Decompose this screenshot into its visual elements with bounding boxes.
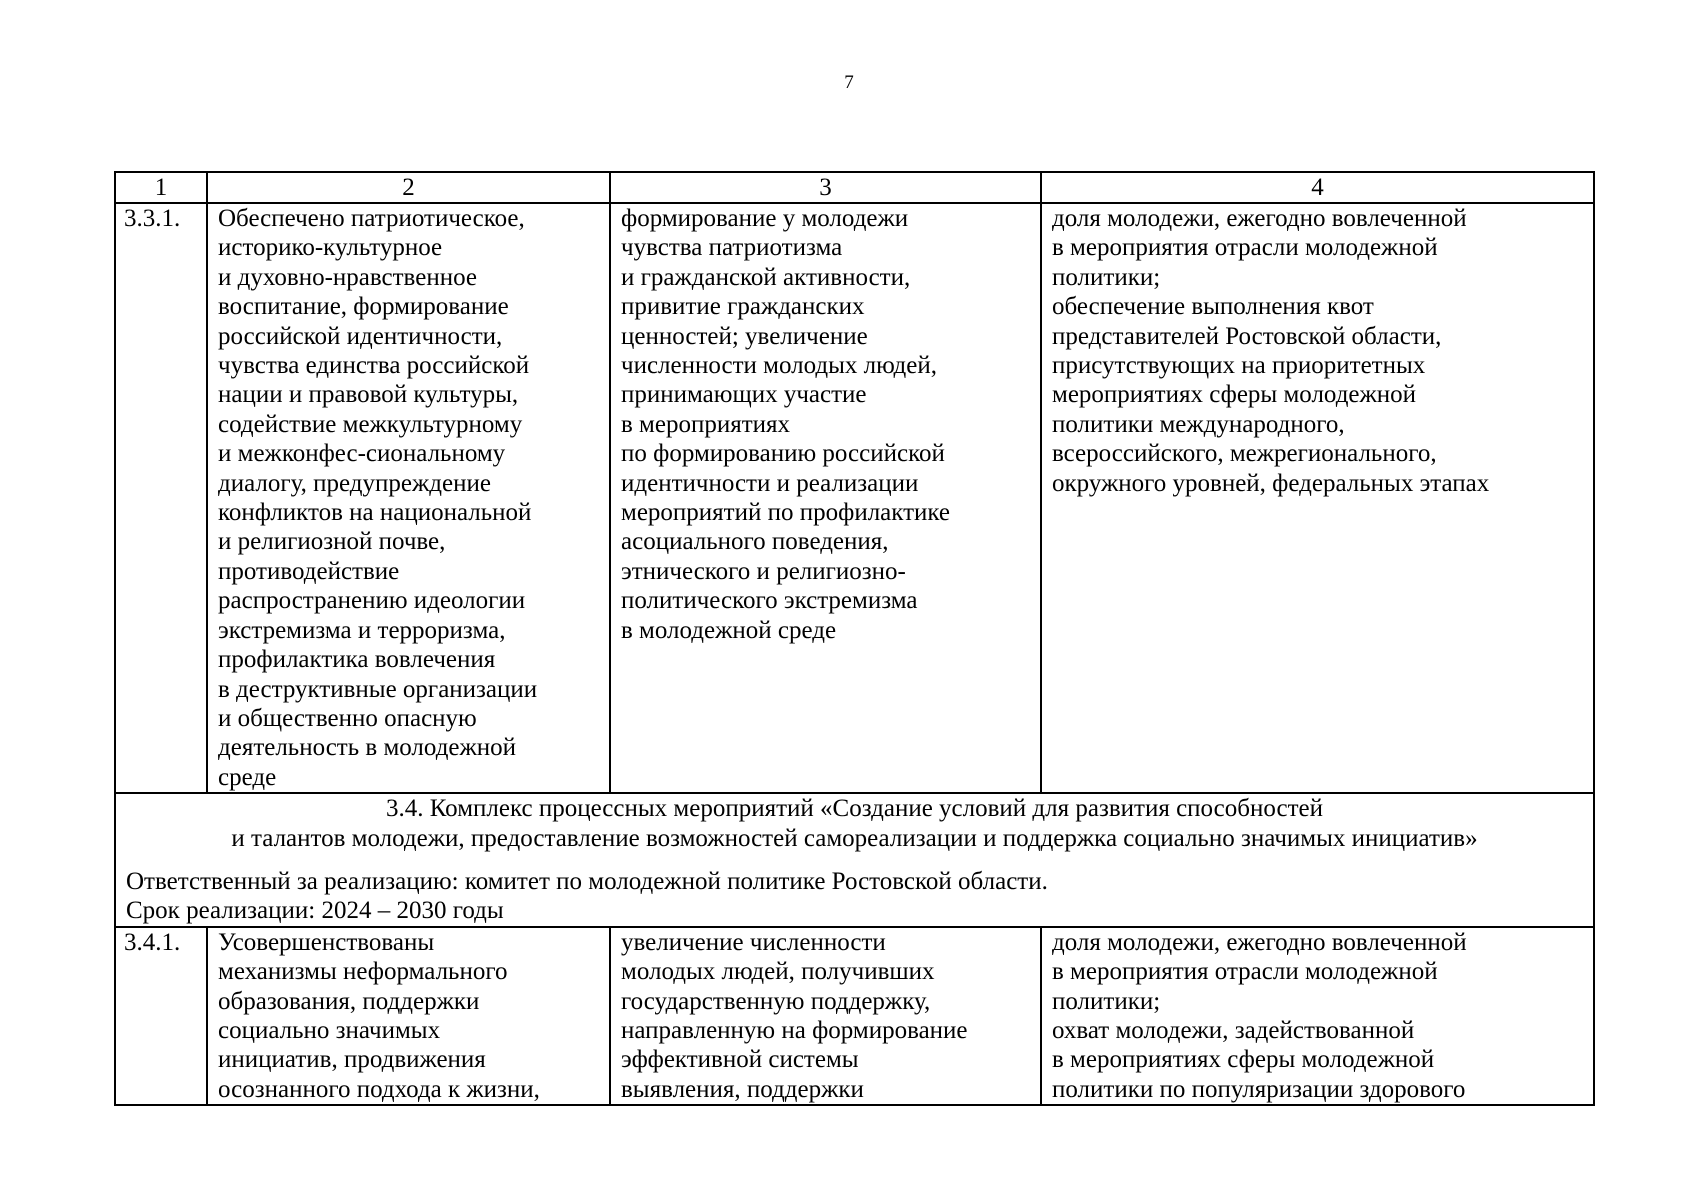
row-number-cell: 3.3.1. — [115, 203, 207, 793]
text-line: этнического и религиозно- — [621, 557, 906, 585]
section-cell — [115, 793, 1594, 927]
text-line: политики; — [1052, 263, 1161, 291]
text-line: обеспечение выполнения квот — [1052, 293, 1374, 321]
text-line: ценностей; увеличение — [621, 322, 868, 350]
text-line: 3.4. Комплекс процессных мероприятий «Создание условий для развития способностей — [385, 795, 1323, 823]
header-cell-4: 4 — [1041, 172, 1594, 203]
text-line: в мероприятиях — [621, 410, 791, 438]
text-line: диалогу, предупреждение — [218, 469, 491, 497]
text-line: образования, поддержки — [218, 987, 480, 1015]
text-line: инициатив, продвижения — [218, 1046, 486, 1074]
text-line: среде — [218, 763, 277, 791]
text-line: и религиозной почве, — [218, 528, 446, 556]
text-line: деятельность в молодежной — [218, 734, 517, 762]
section-meta — [126, 867, 1583, 926]
text-line: в мероприятия отрасли молодежной — [1052, 234, 1438, 262]
text-line: увеличение численности — [621, 928, 886, 956]
text-line: всероссийского, межрегионального, — [1052, 440, 1437, 468]
text-line: привитие гражданских — [621, 293, 865, 321]
text-line: профилактика вовлечения — [218, 646, 496, 674]
page-number: 7 — [844, 72, 854, 93]
text-line: выявления, поддержки — [621, 1075, 864, 1103]
text-line: Обеспечено патриотическое, — [218, 205, 525, 232]
text-line: конфликтов на национальной — [218, 499, 532, 527]
text-line: молодых людей, получивших — [621, 958, 935, 986]
text-line: экстремизма и терроризма, — [218, 616, 506, 644]
result-cell — [610, 927, 1041, 1105]
text-line: идентичности и реализации — [621, 469, 919, 497]
text-line: политики; — [1052, 987, 1161, 1015]
table-row — [115, 927, 1594, 1105]
measures-table — [114, 171, 1595, 1106]
text-line: Усовершенствованы — [218, 928, 435, 956]
text-line: и гражданской активности, — [621, 263, 911, 291]
text-line: и межконфес-сиональному — [218, 440, 506, 468]
text-line: осознанного подхода к жизни, — [218, 1075, 540, 1103]
text-line: в мероприятия отрасли молодежной — [1052, 958, 1438, 986]
section-responsible: Ответственный за реализацию: комитет по молодежной политике Ростовской области. — [126, 867, 1048, 895]
text-line: в деструктивные организации — [218, 675, 538, 703]
row-number-cell: 3.4.1. — [115, 927, 207, 1105]
text-line: по формированию российской — [621, 440, 945, 468]
text-line: и духовно-нравственное — [218, 263, 477, 291]
text-line: окружного уровней, федеральных этапах — [1052, 469, 1490, 497]
table-row — [115, 203, 1594, 793]
text-line: противодействие — [218, 557, 400, 585]
table-header-row — [115, 172, 1594, 203]
text-line: историко-культурное — [218, 234, 443, 262]
text-line: нации и правовой культуры, — [218, 381, 519, 409]
section-title — [126, 794, 1583, 853]
text-line: направленную на формирование — [621, 1016, 968, 1044]
text-line: содействие межкультурному — [218, 410, 523, 438]
header-cell-1: 1 — [115, 172, 207, 203]
indicator-cell — [1041, 203, 1594, 793]
text-line: распространению идеологии — [218, 587, 526, 615]
text-line: российской идентичности, — [218, 322, 503, 350]
task-cell — [207, 927, 610, 1105]
task-cell — [207, 203, 610, 793]
text-line: социально значимых — [218, 1016, 441, 1044]
text-line: асоциального поведения, — [621, 528, 889, 556]
text-line: доля молодежи, ежегодно вовлеченной — [1052, 205, 1467, 232]
header-cell-2: 2 — [207, 172, 610, 203]
text-line: численности молодых людей, — [621, 352, 937, 380]
text-line: механизмы неформального — [218, 958, 508, 986]
text-line: мероприятий по профилактике — [621, 499, 951, 527]
text-line: воспитание, формирование — [218, 293, 509, 321]
text-line: мероприятиях сферы молодежной — [1052, 381, 1417, 409]
text-line: присутствующих на приоритетных — [1052, 352, 1426, 380]
text-line: государственную поддержку, — [621, 987, 931, 1015]
section-row — [115, 793, 1594, 927]
text-line: доля молодежи, ежегодно вовлеченной — [1052, 928, 1467, 956]
text-line: чувства единства российской — [218, 352, 530, 380]
text-line: политики по популяризации здорового — [1052, 1075, 1466, 1103]
header-cell-3: 3 — [610, 172, 1041, 203]
text-line: эффективной системы — [621, 1046, 859, 1074]
indicator-cell — [1041, 927, 1594, 1105]
text-line: чувства патриотизма — [621, 234, 843, 262]
section-period: Срок реализации: 2024 – 2030 годы — [126, 897, 504, 925]
text-line: и общественно опасную — [218, 704, 477, 732]
text-line: в мероприятиях сферы молодежной — [1052, 1046, 1435, 1074]
text-line: политики международного, — [1052, 410, 1345, 438]
text-line: в молодежной среде — [621, 616, 837, 644]
result-cell — [610, 203, 1041, 793]
text-line: представителей Ростовской области, — [1052, 322, 1442, 350]
text-line: принимающих участие — [621, 381, 867, 409]
text-line: охват молодежи, задействованной — [1052, 1016, 1415, 1044]
text-line: формирование у молодежи — [621, 205, 909, 232]
text-line: и талантов молодежи, предоставление возможностей самореализации и поддержка социально значимых инициатив» — [231, 824, 1478, 852]
text-line: политического экстремизма — [621, 587, 918, 615]
